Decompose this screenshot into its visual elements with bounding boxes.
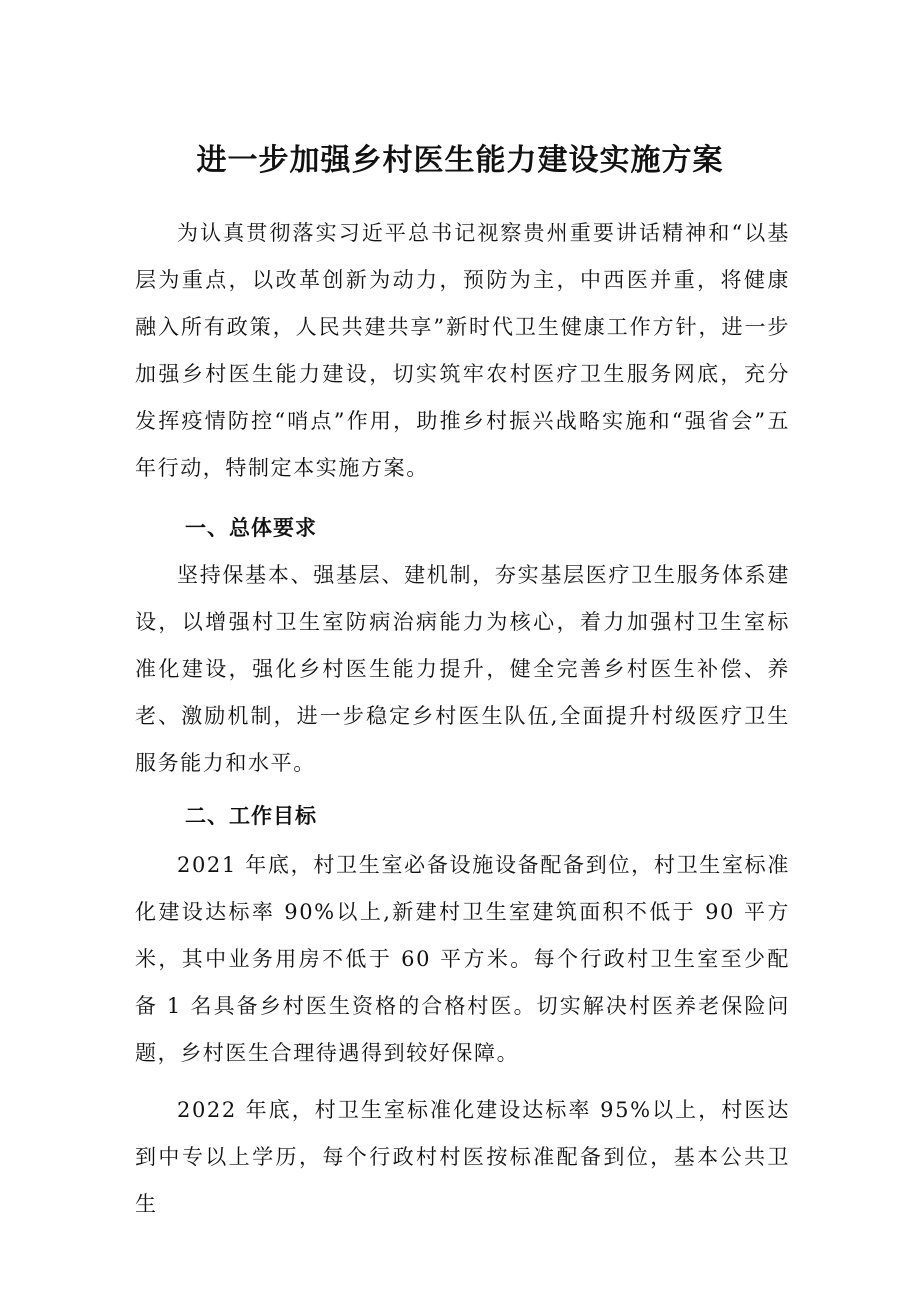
section-heading-overall-requirements: 一、总体要求 bbox=[185, 516, 317, 540]
intro-paragraph: 为认真贯彻落实习近平总书记视察贵州重要讲话精神和“以基层为重点，以改革创新为动力，预防为主，中西医并重，将健康融入所有政策，人民共建共享”新时代卫生健康工作方针，进一步加强乡村医生能力建设，切实筑牢农村医疗卫生服务网底，充分发挥疫情防控“哨点”作用，助推乡村振兴战略实施和“强省会”五年行动，特制定本实施方案。 bbox=[135, 221, 790, 480]
goal-2022-paragraph: 2022 年底，村卫生室标准化建设达标率 95%以上，村医达到中专以上学历，每个行政村村医按标准配备到位，基本公共卫生 bbox=[135, 1098, 790, 1216]
goal-2021-paragraph: 2021 年底，村卫生室必备设施设备配备到位，村卫生室标准化建设达标率 90%以上,新建村卫生室建筑面积不低于 90 平方米，其中业务用房不低于 60 平方米。每个行政村卫生室至少配备 1 名具备乡村医生资格的合格村医。切实解决村医养老保险问题，乡村医生合理待遇得到较好保障。 bbox=[135, 853, 790, 1065]
section-heading-work-goals: 二、工作目标 bbox=[185, 804, 317, 828]
document-title: 进一步加强乡村医生能力建设实施方案 bbox=[196, 143, 724, 178]
overall-requirements-paragraph: 坚持保基本、强基层、建机制，夯实基层医疗卫生服务体系建设，以增强村卫生室防病治病能力为核心，着力加强村卫生室标准化建设，强化乡村医生能力提升，健全完善乡村医生补偿、养老、激励机制，进一步稳定乡村医生队伍,全面提升村级医疗卫生服务能力和水平。 bbox=[135, 563, 790, 775]
